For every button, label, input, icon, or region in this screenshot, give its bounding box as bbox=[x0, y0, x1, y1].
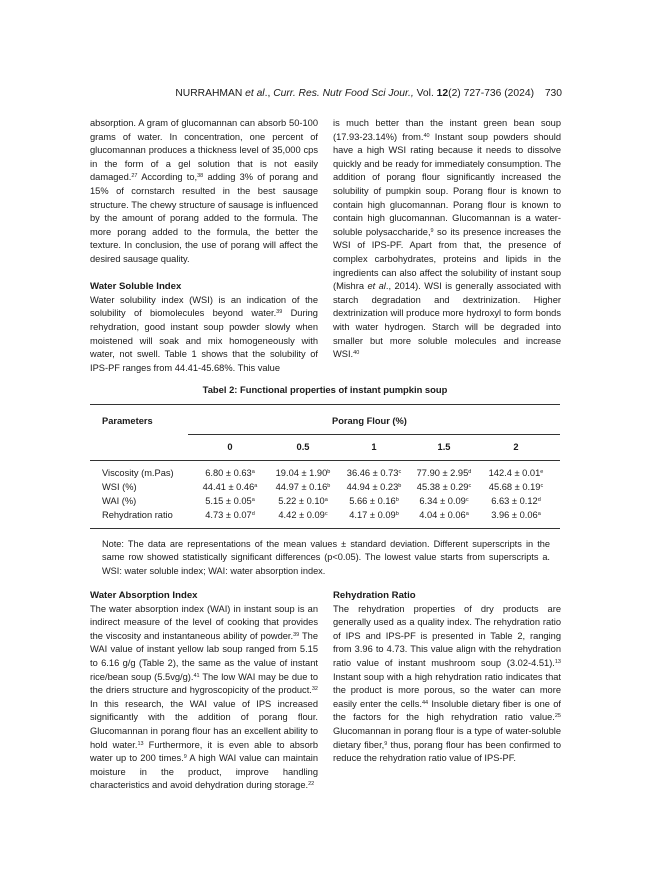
cell-value: 142.4 ± 0.01 bbox=[488, 468, 541, 478]
table-cell bbox=[265, 496, 341, 506]
cell-superscript: b bbox=[395, 497, 399, 503]
cell-superscript: b bbox=[327, 483, 331, 489]
table-cell bbox=[336, 496, 412, 506]
cell-superscript: c bbox=[398, 469, 402, 475]
cell-superscript: b bbox=[327, 469, 331, 475]
cell-superscript: c bbox=[468, 483, 472, 489]
cell-value: 4.17 ± 0.09 bbox=[349, 510, 396, 520]
level-header: 2 bbox=[513, 442, 519, 452]
paragraph-wsi-continued: is much better than the instant green bean soup (17.93-23.14%) from.$^{40}$ Instant soup powders should have a high WSI rating because it needs to dissolve quickly and be ready for immediately consumption. The addition of porang flour significantly increased the solubility of pumpkin soup. Porang flour is known to contain high glucomannan. Porang flour is known to contain high glucomannan. Glucomannan is a water-soluble polysaccharide,$^9$ so its presence increases the WSI of IPS-PF. Apart from that, the presence of complex carbohydrates, proteins and lipids in the ingredients can also affect the solubility of instant soup (Mishra et al., 2014). WSI is generally associated with starch degradation and dextrinization. Higher dextrinization will produce more hydroxyl to form bonds with water hydrogen. Starch will be degraded into smaller but more soluble molecules and increase WSI.$^{40}$ bbox=[333, 118, 562, 360]
cell-superscript: a bbox=[537, 511, 541, 517]
heading-water-absorption-index: Water Absorption Index bbox=[90, 590, 198, 601]
paragraph-wsi: Water solubility index (WSI) is an indication of the solubility of biomolecules beyond water.$^{39}$ During rehydration, good instant soup powder slowly when moistened will soak and mix homogeneously with water, not swell. Table 1 shows that the solubility of IPS-PF ranges from 44.41-45.68%. This value bbox=[90, 294, 318, 373]
cell-superscript: b bbox=[398, 483, 402, 489]
group-header-rule bbox=[188, 434, 560, 435]
table-top-rule bbox=[90, 404, 560, 405]
right-column-top bbox=[333, 117, 561, 362]
header-bottom-rule bbox=[90, 460, 560, 461]
table-cell bbox=[265, 482, 341, 492]
table-caption: Tabel 2: Functional properties of instant pumpkin soup bbox=[202, 384, 448, 395]
cell-value: 5.66 ± 0.16 bbox=[349, 496, 396, 506]
table-cell bbox=[336, 482, 412, 492]
cell-superscript: c bbox=[324, 511, 328, 517]
running-header bbox=[0, 88, 650, 102]
cell-superscript: a bbox=[465, 511, 469, 517]
cell-value: 45.38 ± 0.29 bbox=[416, 482, 469, 492]
table-cell bbox=[406, 510, 482, 520]
running-title: NURRAHMAN et al., Curr. Res. Nutr Food Sci Jour., Vol. 12(2) 727-736 (2024) bbox=[175, 88, 534, 99]
table-cell bbox=[192, 482, 268, 492]
cell-superscript: d bbox=[537, 497, 541, 503]
level-header: 1.5 bbox=[437, 442, 451, 452]
level-header: 1 bbox=[371, 442, 377, 452]
paragraph-wai: The water absorption index (WAI) in instant soup is an indirect measure of the level of cooking that provides the viscosity and instantaneous ability of powder.$^{39}$ The WAI value of instant yellow lab soup ranged from 5.15 to 6.16 g/g (Table 2), the same as the value of instant rice/bean soup (5.5vg/g).$^{41}$ The low WAI may be due to the driers structure and hygroscopicity of the product.$^{32}$ In this research, the WAI value of IPS increased significantly with the addition of porang flour. Glucomannan in porang flour has an excellent ability to hold water.$^{13}$ Furthermore, it is even able to absorb water up to 200 times.$^9$ A high WAI value can maintain moisture in the product, improve handling characteristics and avoid dehydration during storage.$^{22}$ bbox=[90, 603, 319, 791]
table-note: Note: The data are representations of the mean values ± standard deviation. Different superscripts in the same row showed statistically significant differences (p<0.05). The lowest value starts from superscripts a. WSI: water soluble index; WAI: water absorption index. bbox=[102, 539, 550, 576]
table-cell bbox=[192, 496, 268, 506]
level-header: 0 bbox=[227, 442, 233, 452]
cell-value: 44.97 ± 0.16 bbox=[275, 482, 328, 492]
table-cell bbox=[265, 510, 341, 520]
heading-water-soluble-index: Water Soluble Index bbox=[90, 281, 182, 293]
cell-superscript: c bbox=[465, 497, 469, 503]
cell-superscript: a bbox=[251, 497, 255, 503]
cell-superscript: c bbox=[540, 483, 544, 489]
paragraph-rehydration: The rehydration properties of dry products are generally used as a quality index. The rehydration ratio of IPS and IPS-PF is presented in Table 2, ranging from 3.96 to 4.73. This value align with the rehydration ratio value of instant mushroom soup (3.02-4.51).$^{13}$ Instant soup with a high rehydration ratio indicates that the product is more porous, so the water can more easily enter the cells.$^{44}$ Insoluble dietary fiber is one of the factors for the high rehydration ratio value.$^{25}$ Glucomannan in porang flour is a type of water-soluble dietary fiber,$^9$ thus, porang flour has been confirmed to reduce the rehydration ratio value of IPS-PF. bbox=[333, 603, 561, 764]
cell-superscript: b bbox=[395, 511, 399, 517]
cell-value: 44.41 ± 0.46 bbox=[202, 482, 255, 492]
cell-superscript: a bbox=[254, 483, 258, 489]
table-cell bbox=[406, 468, 482, 478]
right-column-bottom bbox=[333, 589, 561, 766]
cell-value: 36.46 ± 0.73 bbox=[346, 468, 399, 478]
page-number: 730 bbox=[544, 88, 562, 99]
cell-value: 5.22 ± 0.10 bbox=[278, 496, 325, 506]
table-cell bbox=[406, 496, 482, 506]
cell-value: 77.90 ± 2.95 bbox=[416, 468, 469, 478]
cell-value: 19.04 ± 1.90 bbox=[275, 468, 328, 478]
column-header-parameters: Parameters bbox=[102, 416, 153, 426]
cell-superscript: e bbox=[540, 469, 544, 475]
row-label: WSI (%) bbox=[102, 482, 137, 492]
cell-value: 5.15 ± 0.05 bbox=[205, 496, 252, 506]
table-bottom-rule bbox=[90, 528, 560, 529]
left-column-top bbox=[90, 117, 318, 375]
row-label: WAI (%) bbox=[102, 496, 137, 506]
table-cell bbox=[478, 496, 554, 506]
row-label: Rehydration ratio bbox=[102, 510, 173, 520]
table-cell bbox=[478, 510, 554, 520]
table-cell bbox=[336, 510, 412, 520]
cell-value: 6.34 ± 0.09 bbox=[419, 496, 466, 506]
table-cell bbox=[336, 468, 412, 478]
cell-value: 6.63 ± 0.12 bbox=[491, 496, 538, 506]
cell-value: 44.94 ± 0.23 bbox=[346, 482, 399, 492]
table-cell bbox=[478, 482, 554, 492]
paragraph-porang-texture: absorption. A gram of glucomannan can absorb 50-100 grams of water. In concentration, one percent of glucomannan produces a thickness level of 35,000 cps in the form of a gel solution that is not easily damaged.$^{27}$ According to,$^{38}$ adding 3% of porang and 15% of cornstarch resulted in the best sausage structure. The chewy structure of sausage is influenced by the amount of porang added to the formula. The more porang added to the formula, the better the texture. In conclusion, the use of porang will affect the desired sausage quality. bbox=[90, 118, 318, 264]
row-label: Viscosity (m.Pas) bbox=[102, 468, 174, 478]
cell-value: 4.73 ± 0.07 bbox=[205, 510, 252, 520]
cell-superscript: d bbox=[468, 469, 472, 475]
column-header-porang-flour: Porang Flour (%) bbox=[332, 416, 407, 426]
cell-value: 4.42 ± 0.09 bbox=[278, 510, 325, 520]
table-cell bbox=[192, 510, 268, 520]
heading-rehydration-ratio: Rehydration Ratio bbox=[333, 590, 416, 601]
cell-value: 6.80 ± 0.63 bbox=[205, 468, 252, 478]
cell-superscript: a bbox=[251, 469, 255, 475]
cell-superscript: d bbox=[251, 511, 255, 517]
cell-superscript: a bbox=[324, 497, 328, 503]
table-cell bbox=[265, 468, 341, 478]
table-cell bbox=[192, 468, 268, 478]
cell-value: 4.04 ± 0.06 bbox=[419, 510, 466, 520]
table-cell bbox=[478, 468, 554, 478]
cell-value: 45.68 ± 0.19 bbox=[488, 482, 541, 492]
level-header: 0.5 bbox=[296, 442, 310, 452]
table-cell bbox=[406, 482, 482, 492]
cell-value: 3.96 ± 0.06 bbox=[491, 510, 538, 520]
left-column-bottom bbox=[90, 589, 318, 793]
